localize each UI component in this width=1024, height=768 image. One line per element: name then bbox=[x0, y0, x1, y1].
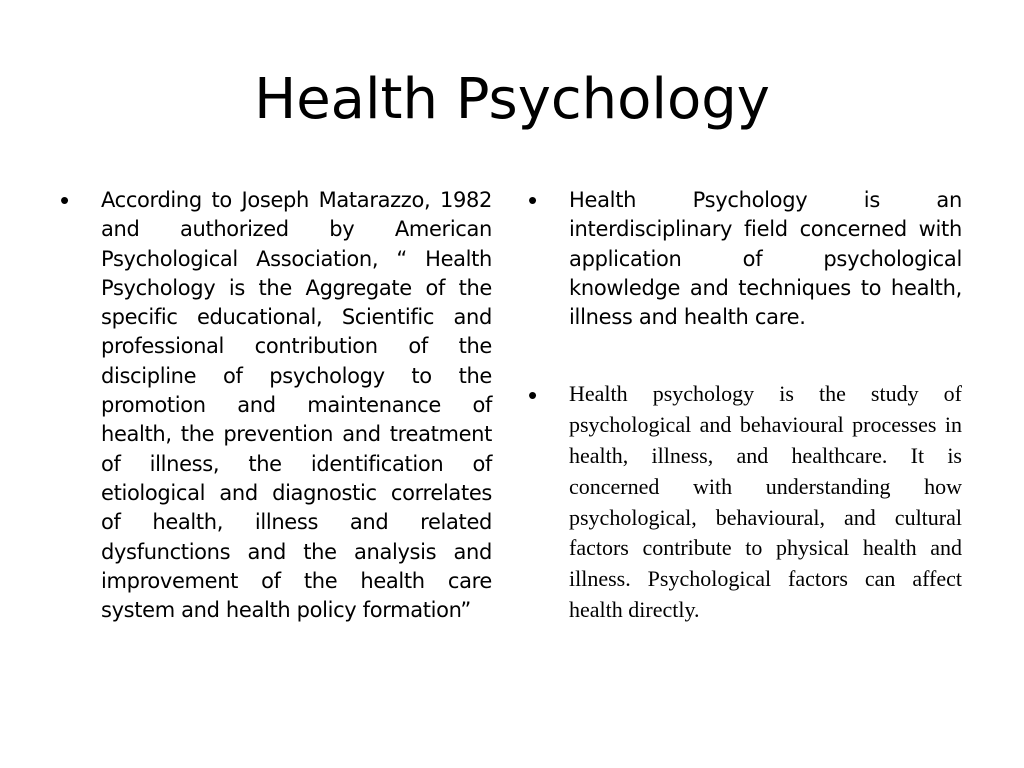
slide-title: Health Psychology bbox=[254, 67, 770, 132]
bullet-text: Health Psychology is an interdisciplinary field concerned with application of psychological knowledge and techniques to health, illness and health care. bbox=[569, 188, 962, 330]
right-column bbox=[528, 186, 962, 626]
bullet-dot-icon: • bbox=[528, 380, 538, 411]
bullet-text: According to Joseph Matarazzo, 1982 and authorized by American Psychological Association, “ Health Psychology is the Aggregate of the specific educational, Scientific and professional contribution of the discipline of psychology to the promotion and maintenance of health, the prevention and treatment of illness, the identification of etiological and diagnostic correlates of health, illness and related dysfunctions and the analysis and improvement of the health care system and health policy formation” bbox=[101, 188, 492, 623]
bullet-dot-icon: • bbox=[60, 185, 70, 215]
bullet-item-study-definition bbox=[528, 379, 962, 625]
bullet-spacer bbox=[528, 332, 962, 379]
bullet-item-interdisciplinary-field bbox=[528, 186, 962, 332]
left-column bbox=[60, 186, 492, 625]
bullet-text: Health psychology is the study of psychological and behavioural processes in health, illness, and healthcare. It is concerned with understanding how psychological, behavioural, and cultural factors contribute to physical health and illness. Psychological factors can affect health directly. bbox=[569, 381, 962, 623]
bullet-item-definition-matarazzo bbox=[60, 186, 492, 625]
bullet-dot-icon: • bbox=[528, 185, 538, 215]
